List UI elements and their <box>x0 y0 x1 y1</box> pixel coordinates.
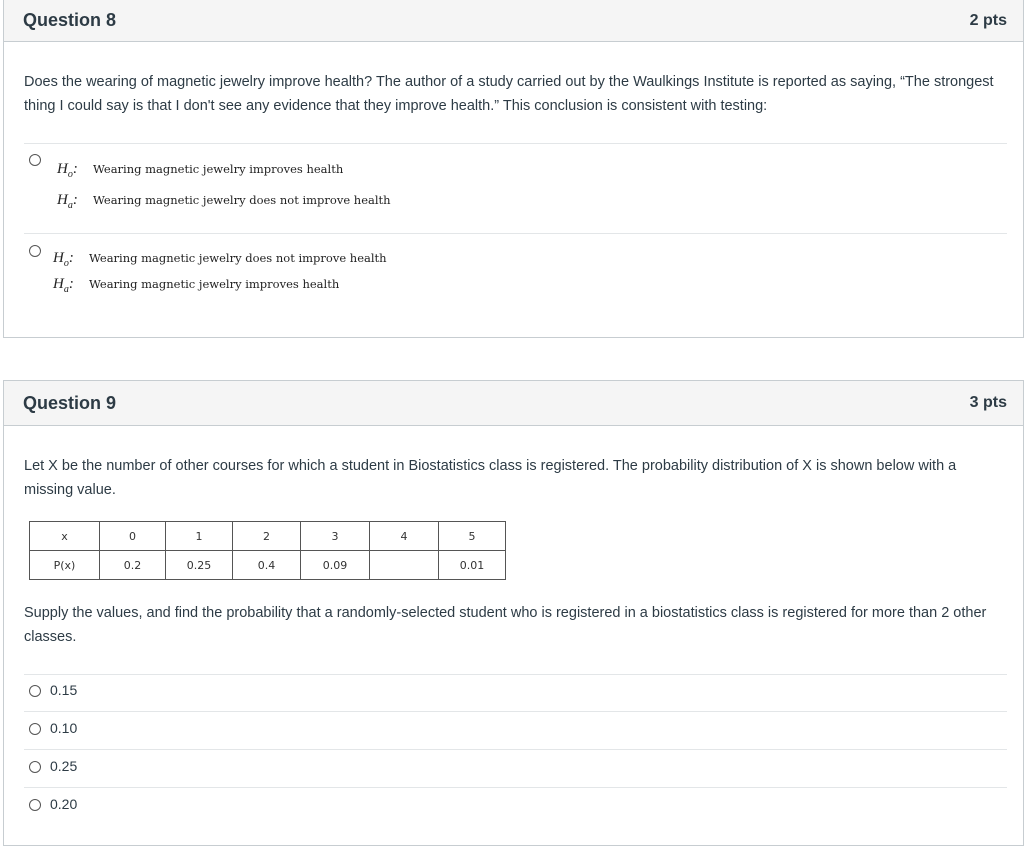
table-row-px <box>30 551 506 580</box>
table-cell: 0.01 <box>439 551 506 580</box>
question-8-card <box>3 0 1024 338</box>
table-cell: 0.4 <box>233 551 301 580</box>
table-cell: 3 <box>301 522 370 551</box>
divider <box>24 233 1007 234</box>
table-cell-missing <box>370 551 439 580</box>
table-cell: 0 <box>100 522 166 551</box>
table-cell: x <box>30 522 100 551</box>
question-8-header <box>4 0 1023 42</box>
q9-option-2-radio[interactable] <box>29 723 41 735</box>
table-cell: 0.2 <box>100 551 166 580</box>
table-cell: P(x) <box>30 551 100 580</box>
table-cell: 0.25 <box>166 551 233 580</box>
q9-option-4-label[interactable]: 0.20 <box>50 796 78 812</box>
table-cell: 5 <box>439 522 506 551</box>
q9-option-3-radio[interactable] <box>29 761 41 773</box>
q8-option-2-radio[interactable] <box>29 245 41 257</box>
table-cell: 1 <box>166 522 233 551</box>
divider <box>24 749 1007 750</box>
probability-distribution-table <box>29 521 506 580</box>
q8-option-2-ha: $H_a$: Wearing magnetic jewelry improves health <box>53 276 340 295</box>
table-cell: 4 <box>370 522 439 551</box>
divider <box>24 787 1007 788</box>
question-9-card <box>3 380 1024 846</box>
q8-option-1-h0: $H_o$: Wearing magnetic jewelry improves health <box>57 161 344 180</box>
question-9-title: Question 9 <box>23 392 117 413</box>
q8-option-1-ha: $H_a$: Wearing magnetic jewelry does not improve health <box>57 192 391 211</box>
table-cell: 2 <box>233 522 301 551</box>
q8-option-2-h0: $H_o$: Wearing magnetic jewelry does not improve health <box>53 250 387 269</box>
q9-option-3-label[interactable]: 0.25 <box>50 758 78 774</box>
question-9-text: Let X be the number of other courses for which a student in Biostatistics class is registered. The probability distribution of X is shown below with a missing value. <box>24 458 957 498</box>
q9-option-4-radio[interactable] <box>29 799 41 811</box>
divider <box>24 711 1007 712</box>
question-8-points: 2 pts <box>969 11 1007 29</box>
q8-option-1-radio[interactable] <box>29 154 41 166</box>
question-9-points: 3 pts <box>969 394 1007 411</box>
divider <box>24 674 1007 675</box>
table-cell: 0.09 <box>301 551 370 580</box>
q9-option-2-label[interactable]: 0.10 <box>50 720 78 736</box>
q9-option-1-radio[interactable] <box>29 685 41 697</box>
table-row-x <box>30 522 506 551</box>
question-8-title: Question 8 <box>23 10 117 30</box>
question-9-prompt: Supply the values, and find the probability that a randomly-selected student who is registered in a biostatistics class is registered for more than 2 other classes. <box>24 605 987 645</box>
q9-option-1-label[interactable]: 0.15 <box>50 682 78 698</box>
question-9-header <box>4 381 1023 426</box>
divider <box>24 143 1007 144</box>
question-8-text: Does the wearing of magnetic jewelry improve health? The author of a study carried out by the Waulkings Institute is reported as saying, “The strongest thing I could say is that I don't see any evidence that they improve health.” This conclusion is consistent with testing: <box>24 74 994 114</box>
